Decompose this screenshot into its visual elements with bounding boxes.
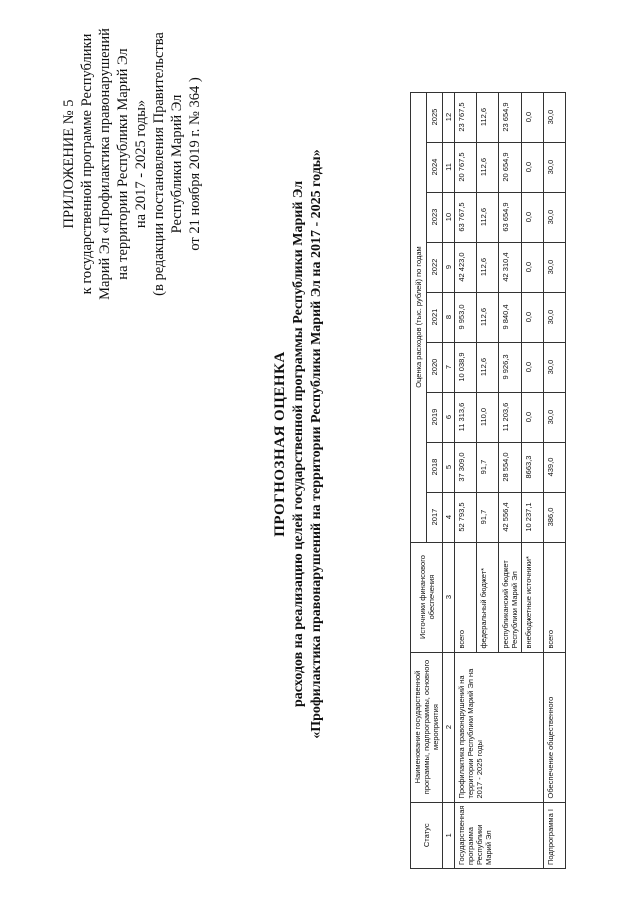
value-cell: 8663,3 [522,442,544,492]
value-cell: 30,0 [544,242,566,292]
header-year: 2017 [427,492,443,542]
column-index: 12 [443,92,455,142]
value-cell: 42 556,4 [499,492,522,542]
document-title: ПРОГНОЗНАЯ ОЦЕНКА [272,351,288,537]
value-cell: 30,0 [544,342,566,392]
value-cell: 9 953,0 [455,292,477,342]
value-cell: 112,6 [477,92,499,142]
column-index: 6 [443,392,455,442]
header-year: 2019 [427,392,443,442]
value-cell: 0,0 [522,92,544,142]
column-index: 7 [443,342,455,392]
header-status: Статус [411,802,443,868]
value-cell: 20 767,5 [455,142,477,192]
value-cell: 10 038,9 [455,342,477,392]
source-cell: всего [544,542,566,652]
value-cell: 112,6 [477,342,499,392]
value-cell: 110,0 [477,392,499,442]
column-index: 2 [443,652,455,802]
header-estimate: Оценка расходов (тыс. рублей) по годам [411,92,427,542]
value-cell: 23 767,5 [455,92,477,142]
source-cell: республиканский бюджет Республики Марий Эл [499,542,522,652]
value-cell: 0,0 [522,392,544,442]
value-cell: 112,6 [477,292,499,342]
value-cell: 30,0 [544,292,566,342]
status-cell: Государственная программа Республики Марий Эл [455,802,544,868]
value-cell: 63 654,9 [499,192,522,242]
column-index: 10 [443,192,455,242]
value-cell: 112,6 [477,192,499,242]
value-cell: 0,0 [522,142,544,192]
value-cell: 11 313,6 [455,392,477,442]
value-cell: 386,0 [544,492,566,542]
column-index: 4 [443,492,455,542]
value-cell: 42 423,0 [455,242,477,292]
value-cell: 10 237,1 [522,492,544,542]
header-source: Источники финансового обеспечения [411,542,443,652]
value-cell: 23 654,9 [499,92,522,142]
appendix-line: Республики Марий Эл [169,94,185,234]
table-row [544,92,566,868]
appendix-line: ПРИЛОЖЕНИЕ № 5 [61,99,77,229]
source-cell: внебюджетные источники* [522,542,544,652]
header-year: 2024 [427,142,443,192]
source-cell: федеральный бюджет* [477,542,499,652]
value-cell: 28 554,0 [499,442,522,492]
appendix-line: на территории Республики Марий Эл [115,48,131,280]
header-year: 2022 [427,242,443,292]
value-cell: 91,7 [477,492,499,542]
value-cell: 112,6 [477,142,499,192]
value-cell: 0,0 [522,342,544,392]
status-cell: Подпрограмма I [544,802,566,868]
column-index-row [443,92,455,868]
appendix-line: от 21 ноября 2019 г. № 364 ) [187,77,203,251]
subprogram-name-cell: Обеспечение общественного [544,652,566,802]
value-cell: 30,0 [544,392,566,442]
header-year: 2020 [427,342,443,392]
appendix-line: (в редакции постановления Правительства [151,32,167,296]
table-row [455,92,477,868]
value-cell: 0,0 [522,292,544,342]
column-index: 11 [443,142,455,192]
header-year: 2023 [427,192,443,242]
value-cell: 20 654,9 [499,142,522,192]
source-cell: всего [455,542,477,652]
value-cell: 11 203,6 [499,392,522,442]
appendix-line: к государственной программе Республики [79,33,95,295]
value-cell: 63 767,5 [455,192,477,242]
value-cell: 439,0 [544,442,566,492]
value-cell: 9 926,3 [499,342,522,392]
program-name: «Профилактика правонарушений на территории Республики Марий Эл на 2017 - 2025 годы» [309,149,324,739]
value-cell: 91,7 [477,442,499,492]
column-index: 5 [443,442,455,492]
program-name-cell: Профилактика правонарушений на территории Республики Марий Эл на 2017 - 2025 годы [455,652,544,802]
document-heading [270,44,326,844]
column-index: 3 [443,542,455,652]
value-cell: 9 840,4 [499,292,522,342]
header-year: 2021 [427,292,443,342]
column-index: 8 [443,292,455,342]
value-cell: 30,0 [544,92,566,142]
appendix-line: на 2017 - 2025 годы» [133,99,149,229]
value-cell: 52 793,5 [455,492,477,542]
column-index: 9 [443,242,455,292]
appendix-line: Марий Эл «Профилактика правонарушений [97,28,113,300]
expense-estimate-table [410,92,566,869]
header-year: 2025 [427,92,443,142]
document-subtitle: расходов на реализацию целей государственной программы Республики Марий Эл [291,180,306,708]
value-cell: 30,0 [544,192,566,242]
value-cell: 0,0 [522,242,544,292]
value-cell: 37 309,0 [455,442,477,492]
value-cell: 112,6 [477,242,499,292]
value-cell: 42 310,4 [499,242,522,292]
header-name: Наименование государственной программы, подпрограммы, основного мероприятия [411,652,443,802]
appendix-block [60,19,204,309]
column-index: 1 [443,802,455,868]
header-year: 2018 [427,442,443,492]
value-cell: 0,0 [522,192,544,242]
value-cell: 30,0 [544,142,566,192]
